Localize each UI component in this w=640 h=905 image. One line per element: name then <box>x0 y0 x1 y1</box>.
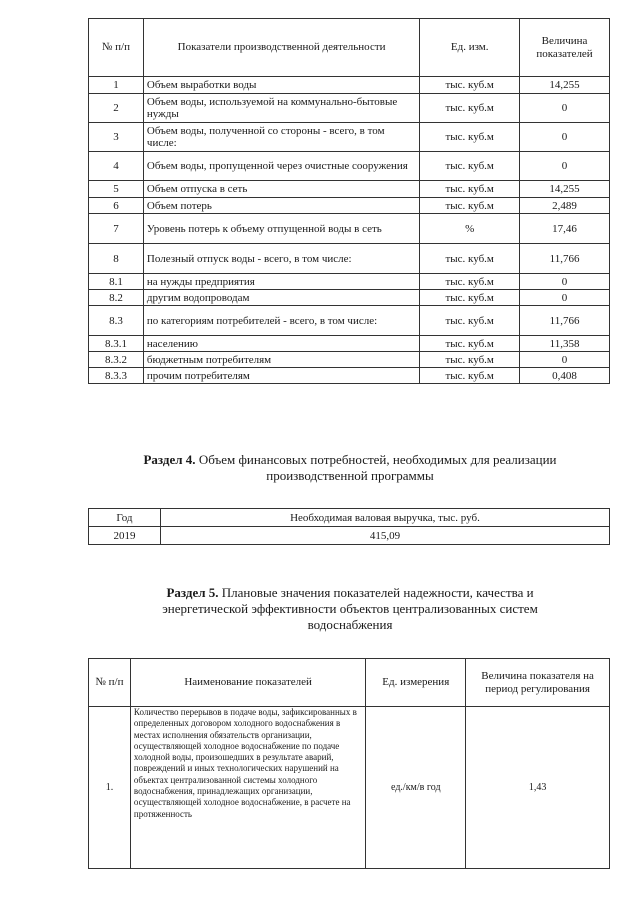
table-row: 8.1 на нужды предприятия тыс. куб.м 0 <box>89 274 610 290</box>
section4-heading: Раздел 4. Объем финансовых потребностей, необходимых для реализации производственной программы <box>143 452 557 483</box>
header-unit: Ед. измерения <box>366 659 466 707</box>
header-unit: Ед. изм. <box>420 19 520 77</box>
table-row: 5 Объем отпуска в сеть тыс. куб.м 14,255 <box>89 181 610 198</box>
table-row: 7 Уровень потерь к объему отпущенной воды в сеть % 17,46 <box>89 214 610 244</box>
table-row: 8 Полезный отпуск воды - всего, в том числе: тыс. куб.м 11,766 <box>89 244 610 274</box>
section5-heading: Раздел 5. Плановые значения показателей надежности, качества и энергетической эффективности объектов централизованных систем водоснабжения <box>162 585 538 632</box>
table-row: 6 Объем потерь тыс. куб.м 2,489 <box>89 198 610 214</box>
table-row: 8.3 по категориям потребителей - всего, в том числе: тыс. куб.м 11,766 <box>89 306 610 336</box>
table-row: 1. Количество перерывов в подаче воды, зафиксированных в определенных договором холодного водоснабжения в местах исполнения обязательств организации, осуществляющей холодное водоснабжение по подаче холодной воды, произошедших в результате аварий, повреждений и иных технологических нарушений на объектах централизованной системы холодного водоснабжения, принадлежащих организации, осуществляющей холодное водоснабжение, в расчете на протяженность ед./км/в год 1,43 <box>89 707 610 869</box>
table-row: 2 Объем воды, используемой на коммунально-бытовые нужды тыс. куб.м 0 <box>89 94 610 123</box>
header-value: Величина показателей <box>520 19 610 77</box>
table-row: 1 Объем выработки воды тыс. куб.м 14,255 <box>89 77 610 94</box>
table-row: 2019 415,09 <box>89 527 610 545</box>
header-indicator: Показатели производственной деятельности <box>143 19 419 77</box>
table-row: 4 Объем воды, пропущенной через очистные сооружения тыс. куб.м 0 <box>89 152 610 181</box>
header-year: Год <box>89 509 161 527</box>
header-num: № п/п <box>89 659 131 707</box>
header-period-value: Величина показателя на период регулирования <box>466 659 610 707</box>
table-row: 8.3.3 прочим потребителям тыс. куб.м 0,408 <box>89 368 610 384</box>
reliability-indicators-table <box>88 658 610 869</box>
table-row: 3 Объем воды, полученной со стороны - всего, в том числе: тыс. куб.м 0 <box>89 123 610 152</box>
financial-needs-table <box>88 508 610 545</box>
table-row: 8.3.2 бюджетным потребителям тыс. куб.м 0 <box>89 352 610 368</box>
table-row: 8.2 другим водопроводам тыс. куб.м 0 <box>89 290 610 306</box>
header-indicator-name: Наименование показателей <box>130 659 365 707</box>
header-num: № п/п <box>89 19 144 77</box>
header-revenue: Необходимая валовая выручка, тыс. руб. <box>160 509 609 527</box>
table-row: 8.3.1 населению тыс. куб.м 11,358 <box>89 336 610 352</box>
production-indicators-table <box>88 18 610 384</box>
